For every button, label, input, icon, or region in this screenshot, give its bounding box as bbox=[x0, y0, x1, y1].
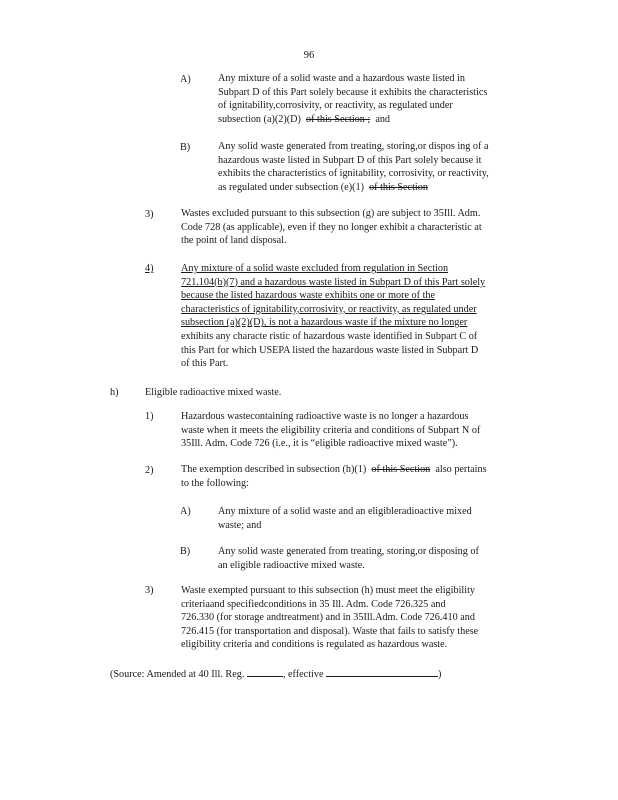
item-b-line: hazardous waste listed in Subpart D of this Part solely because it bbox=[218, 154, 482, 166]
item-a-label: A) bbox=[180, 74, 191, 85]
item-h2-line bbox=[181, 463, 538, 477]
item-h3-line: criteriaand specifiedconditions in 35 Ill. Adm. Code 726.325 and bbox=[181, 598, 446, 610]
effective-date-blank bbox=[326, 666, 438, 677]
item-a-line: Any mixture of a solid waste and a hazardous waste listed in bbox=[218, 73, 465, 84]
source-line bbox=[110, 666, 540, 682]
item-h3-text bbox=[181, 584, 538, 652]
item-h3-label: 3) bbox=[145, 585, 154, 596]
item-a-line4-after: and bbox=[375, 113, 391, 125]
item-b-struck-text: of this Section bbox=[369, 181, 428, 193]
item-h2a-label: A) bbox=[180, 506, 191, 517]
item-h-label: h) bbox=[110, 387, 119, 398]
item-g3-line: Wastes excluded pursuant to this subsection (g) are subject to 35Ill. Adm. bbox=[181, 208, 481, 219]
item-g4-line: subsection (a)(2)(D), is not a hazardous waste if the mixture no longer bbox=[181, 317, 468, 329]
item-h2a-text bbox=[218, 505, 538, 532]
item-g4-line: because the listed hazardous waste exhibits one or more of the bbox=[181, 290, 436, 302]
item-b-line: Any solid waste generated from treating, storing,or dispos ing of a bbox=[218, 141, 489, 152]
item-b-text bbox=[218, 140, 538, 194]
item-g4-label: 4) bbox=[145, 263, 154, 274]
item-g4-line: characteristics of ignitability,corrosivity, or reactivity, as regulated under bbox=[181, 303, 477, 315]
item-h2-line1-after: also pertains bbox=[435, 464, 487, 475]
item-h3-line: eligibility criteria and conditions is regulated as hazardous waste. bbox=[181, 639, 448, 651]
item-a-text bbox=[218, 72, 538, 126]
source-note bbox=[110, 666, 540, 682]
source-middle: , effective bbox=[282, 669, 324, 680]
item-g3-line: Code 728 (as applicable), even if they no longer exhibit a characteristic at bbox=[181, 221, 482, 233]
item-h2-struck-text: of this Section bbox=[371, 464, 431, 475]
item-a-struck-text: of this Section ; bbox=[305, 113, 371, 125]
item-g4-text bbox=[181, 262, 538, 371]
item-h3-line: 726.330 (for storage andtreatment) and in 35Ill.Adm. Code 726.410 and bbox=[181, 612, 475, 624]
item-a-line: of ignitability,corrosivity, or reactivity, as regulated under bbox=[218, 100, 453, 112]
page-number: 96 bbox=[303, 50, 315, 61]
item-h1-label: 1) bbox=[145, 411, 154, 422]
item-h-title: Eligible radioactive mixed waste. bbox=[145, 387, 282, 398]
item-h1-line: 35Ill. Adm. Code 726 (i.e., it is “eligible radioactive mixed waste”). bbox=[181, 438, 458, 450]
source-prefix: (Source: Amended at 40 Ill. Reg. bbox=[110, 669, 245, 680]
item-h2-label: 2) bbox=[145, 465, 154, 476]
item-g4-line: Any mixture of a solid waste excluded from regulation in Section bbox=[181, 263, 449, 274]
item-a-line4-text: subsection (a)(2)(D) bbox=[218, 113, 301, 125]
item-g4-line: of this Part. bbox=[181, 358, 229, 370]
item-g4-line: exhibits any characte ristic of hazardous waste identified in Subpart C of bbox=[181, 330, 478, 342]
item-g4-line: 721.104(b)(7) and a hazardous waste listed in Subpart D of this Part solely bbox=[181, 276, 486, 288]
item-h2a-line: Any mixture of a solid waste and an eligibleradioactive mixed bbox=[218, 506, 472, 517]
item-h2b-line: Any solid waste generated from treating, storing,or disposing of bbox=[218, 546, 479, 557]
item-h2b-text bbox=[218, 545, 538, 572]
item-a-line bbox=[218, 113, 538, 127]
item-b-line: exhibits the characteristics of ignitability, corrosivity, or reactivity, bbox=[218, 168, 489, 180]
register-blank bbox=[247, 666, 283, 677]
item-h1-line: waste when it meets the eligibility criteria and conditions of Subpart N of bbox=[181, 424, 481, 436]
item-h1-text bbox=[181, 410, 538, 451]
item-b-line bbox=[218, 181, 538, 195]
source-suffix: ) bbox=[438, 669, 442, 680]
item-b-label: B) bbox=[180, 142, 191, 153]
item-h2a-line: waste; and bbox=[218, 519, 262, 531]
item-h2-line: to the following: bbox=[181, 477, 249, 489]
item-b-line4-text: as regulated under subsection (e)(1) bbox=[218, 181, 364, 193]
item-a-line: Subpart D of this Part solely because it exhibits the characteristics bbox=[218, 86, 488, 98]
item-g3-text bbox=[181, 207, 538, 248]
item-g4-line: this Part for which USEPA listed the hazardous waste listed in Subpart D bbox=[181, 344, 479, 356]
item-h2b-line: an eligible radioactive mixed waste. bbox=[218, 559, 365, 571]
item-h3-line: 726.415 (for transportation and disposal). Waste that fails to satisfy these bbox=[181, 625, 479, 637]
item-h2-line1-text: The exemption described in subsection (h)(1) bbox=[181, 464, 367, 475]
item-h2b-label: B) bbox=[180, 546, 191, 557]
item-h2-text bbox=[181, 463, 538, 490]
item-h1-line: Hazardous wastecontaining radioactive waste is no longer a hazardous bbox=[181, 411, 469, 422]
item-h3-line: Waste exempted pursuant to this subsection (h) must meet the eligibility bbox=[181, 585, 475, 596]
item-g3-line: the point of land disposal. bbox=[181, 235, 287, 247]
item-g3-label: 3) bbox=[145, 209, 154, 220]
